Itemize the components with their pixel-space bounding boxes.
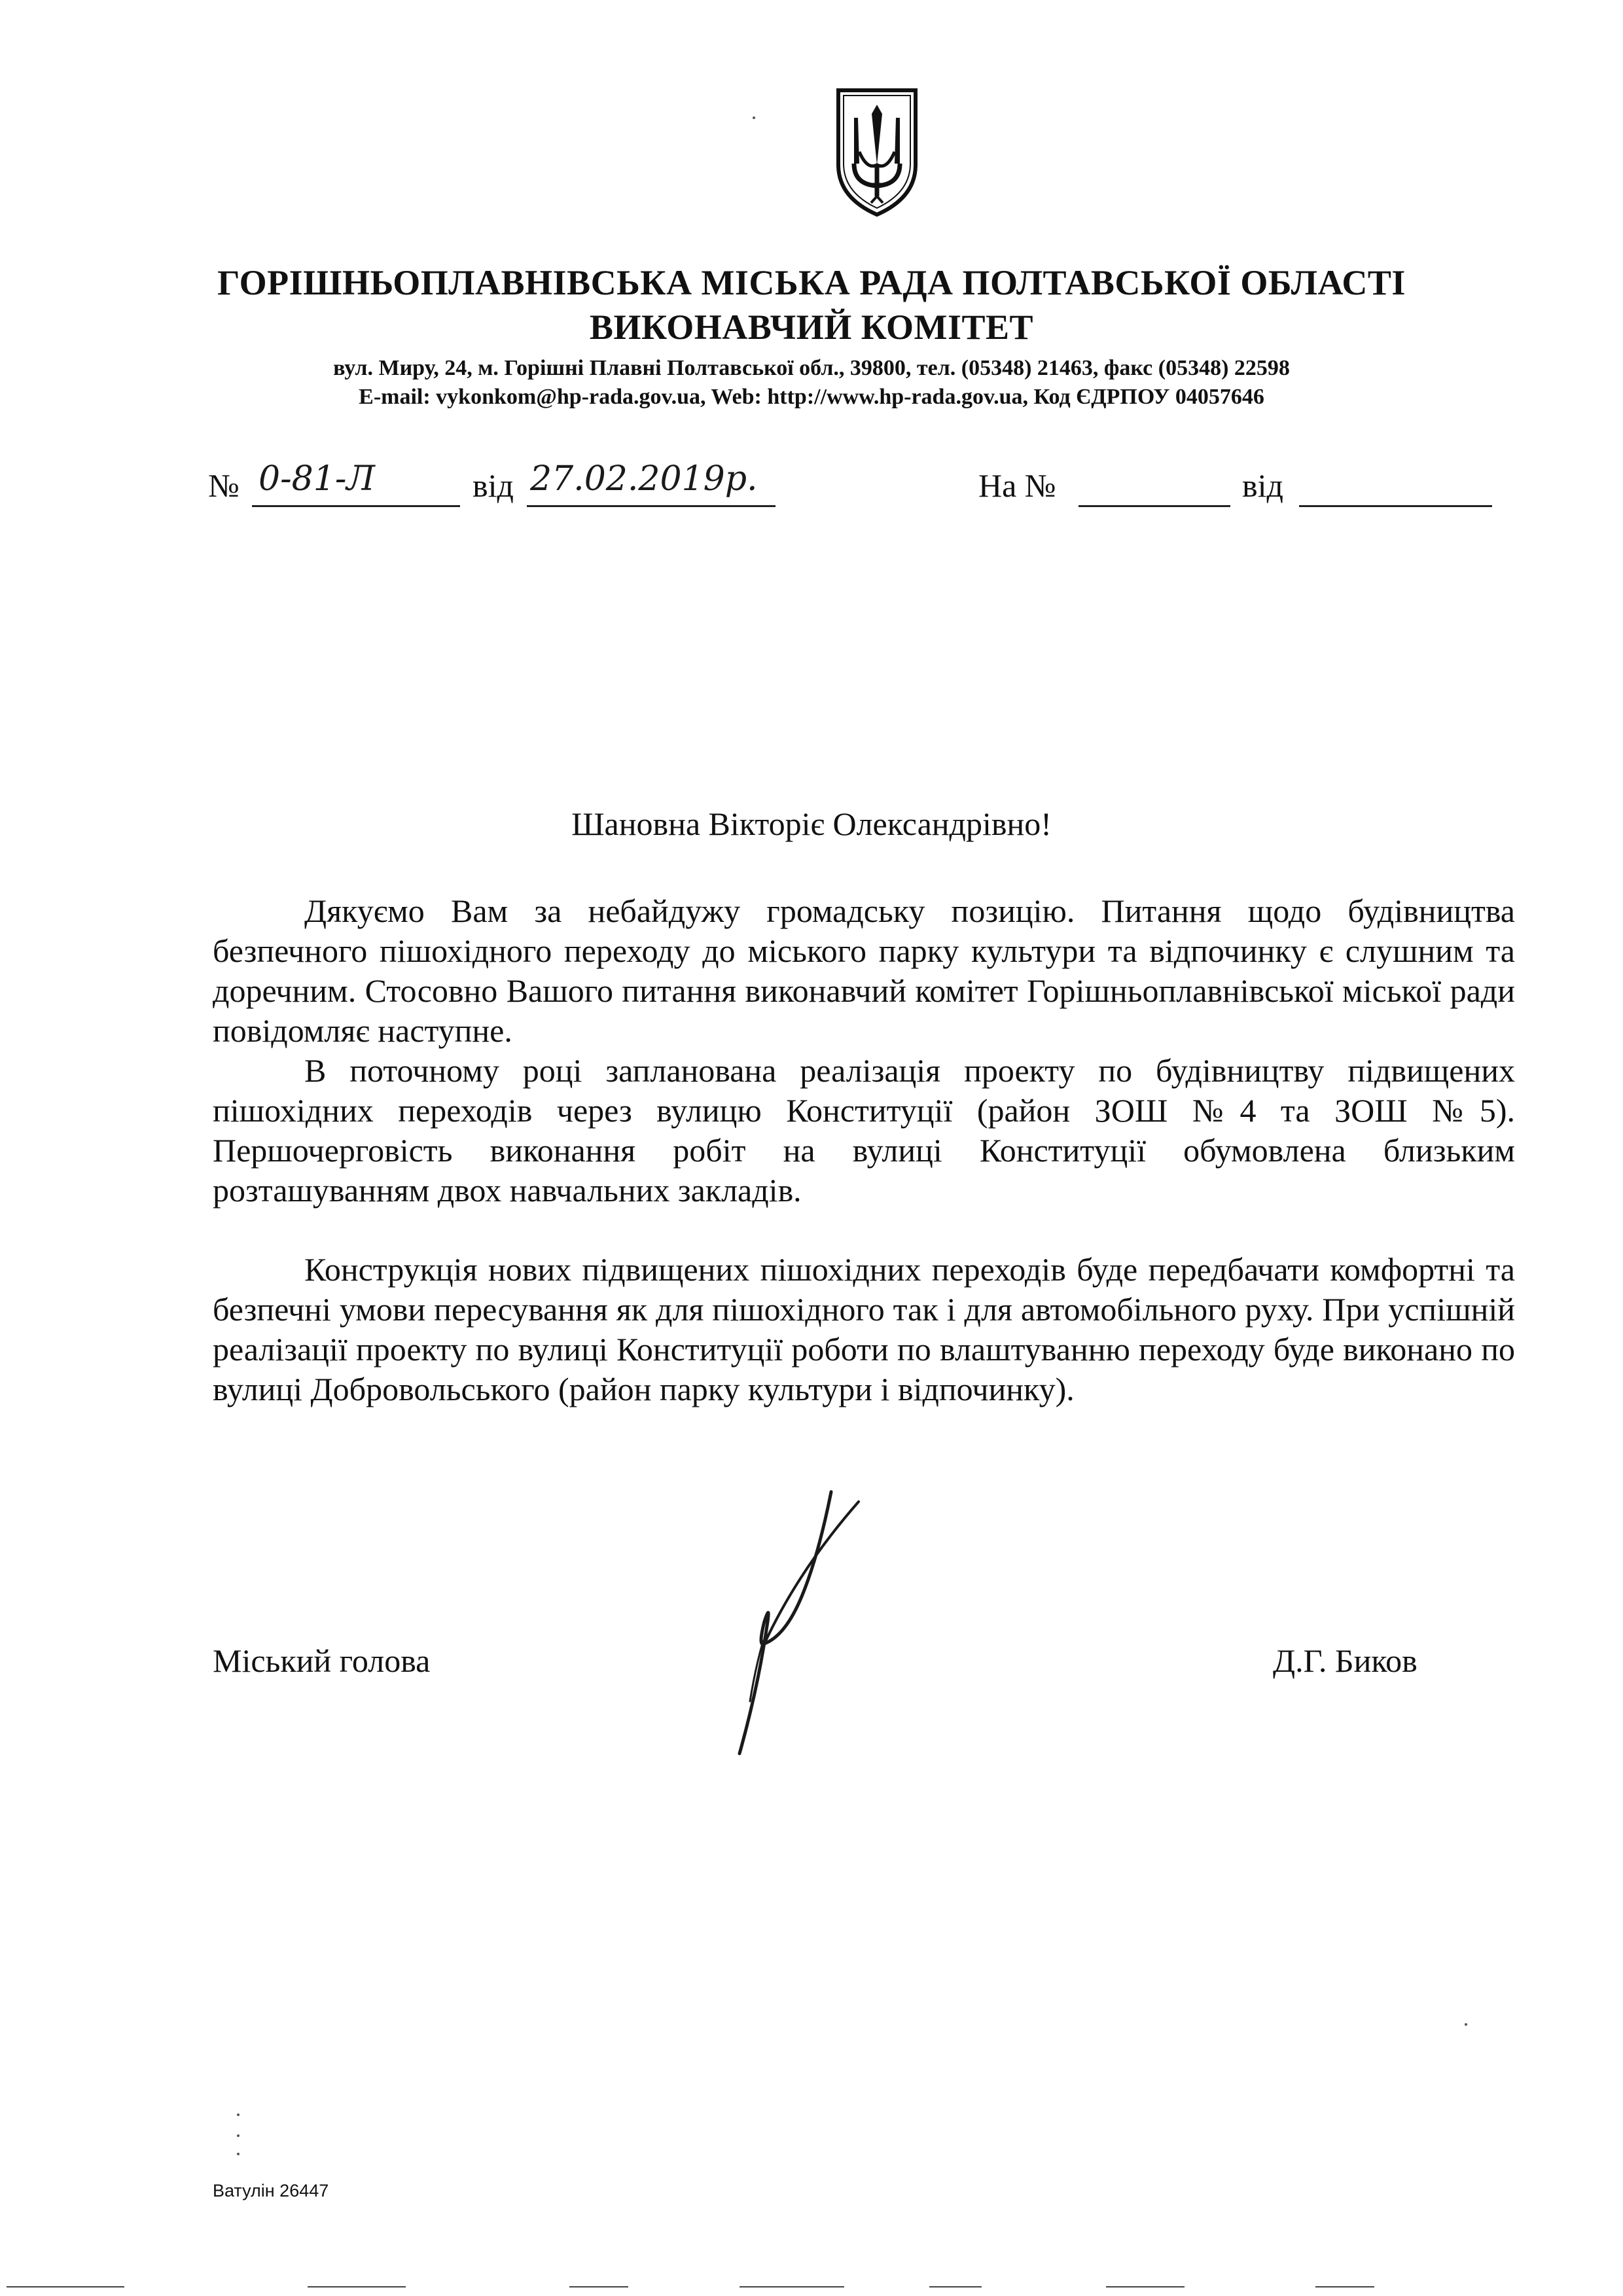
page-edge-line bbox=[740, 2286, 844, 2287]
trident-coat-of-arms-icon bbox=[834, 86, 919, 217]
paragraph-3 bbox=[213, 1250, 1515, 1409]
scan-speck bbox=[237, 2153, 240, 2155]
page-edge-line bbox=[308, 2286, 406, 2287]
scan-speck bbox=[237, 2134, 240, 2137]
page-edge-line bbox=[929, 2286, 982, 2287]
reply-number-label: На № bbox=[978, 467, 1056, 504]
outgoing-date-label: від bbox=[473, 467, 514, 504]
scan-speck bbox=[753, 116, 755, 119]
outgoing-number-value: 0-81-Л bbox=[259, 459, 375, 499]
address-line: вул. Миру, 24, м. Горішні Плавні Полтавської обл., 39800, тел. (05348) 21463, факс (05348) 22598 bbox=[333, 356, 1290, 380]
handwritten-signature bbox=[687, 1472, 864, 1760]
outgoing-number-label: № bbox=[208, 467, 240, 504]
paragraph-3-text: Конструкція нових підвищених пішохідних переходів буде передбачати комфортні та безпечні умови пересування як для пішохідного так і для автомобільного руху. При успішній реалізації проекту по вулиці Конституції роботи по влаштуванню переходу буде виконано по вулиці Добровольського (район парку культури і відпочинку). bbox=[213, 1251, 1515, 1407]
scan-speck bbox=[237, 2113, 240, 2116]
paragraph-2 bbox=[213, 1051, 1515, 1210]
signer-position: Міський голова bbox=[213, 1642, 431, 1679]
signer-name: Д.Г. Биков bbox=[1273, 1642, 1418, 1679]
paragraph-1-text: Дякуємо Вам за небайдужу громадську позицію. Питання щодо будівництва безпечного пішохідного переходу до міського парку культури та відпочинку є слушним та доречним. Стосовно Вашого питання виконавчий комітет Горішньоплавнівської міської ради повідомляє наступне. bbox=[213, 892, 1515, 1049]
page-edge-line bbox=[1315, 2286, 1374, 2287]
paragraph-2-text: В поточному році запланована реалізація проекту по будівництву підвищених пішохідних переходів через вулицю Конституції (район ЗОШ №4 та ЗОШ №5). Першочерговість виконання робіт на вулиці Конституції обумовлена близьким розташуванням двох навчальних закладів. bbox=[213, 1052, 1515, 1209]
salutation: Шановна Вікторіє Олександрівно! bbox=[571, 805, 1052, 842]
page-edge-line bbox=[7, 2286, 124, 2287]
email-web-line: E-mail: vykonkom@hp-rada.gov.ua, Web: http://www.hp-rada.gov.ua, Код ЄДРПОУ 04057646 bbox=[359, 385, 1264, 409]
executor-note: Ватулін 26447 bbox=[213, 2181, 329, 2200]
reply-date-label: від bbox=[1242, 467, 1283, 504]
paragraph-1 bbox=[213, 891, 1515, 1051]
organization-name: ГОРІШНЬОПЛАВНІВСЬКА МІСЬКА РАДА ПОЛТАВСЬКОЇ ОБЛАСТІ bbox=[217, 263, 1406, 302]
outgoing-date-value: 27.02.2019р. bbox=[530, 459, 758, 499]
scan-speck bbox=[1465, 2023, 1467, 2026]
outgoing-date-underline bbox=[527, 505, 776, 507]
outgoing-number-underline bbox=[252, 505, 460, 507]
page-edge-line bbox=[1106, 2286, 1185, 2287]
organization-subtitle: ВИКОНАВЧИЙ КОМІТЕТ bbox=[589, 308, 1034, 347]
reply-number-blank bbox=[1079, 505, 1230, 507]
page-edge-line bbox=[569, 2286, 628, 2287]
reply-date-blank bbox=[1299, 505, 1492, 507]
